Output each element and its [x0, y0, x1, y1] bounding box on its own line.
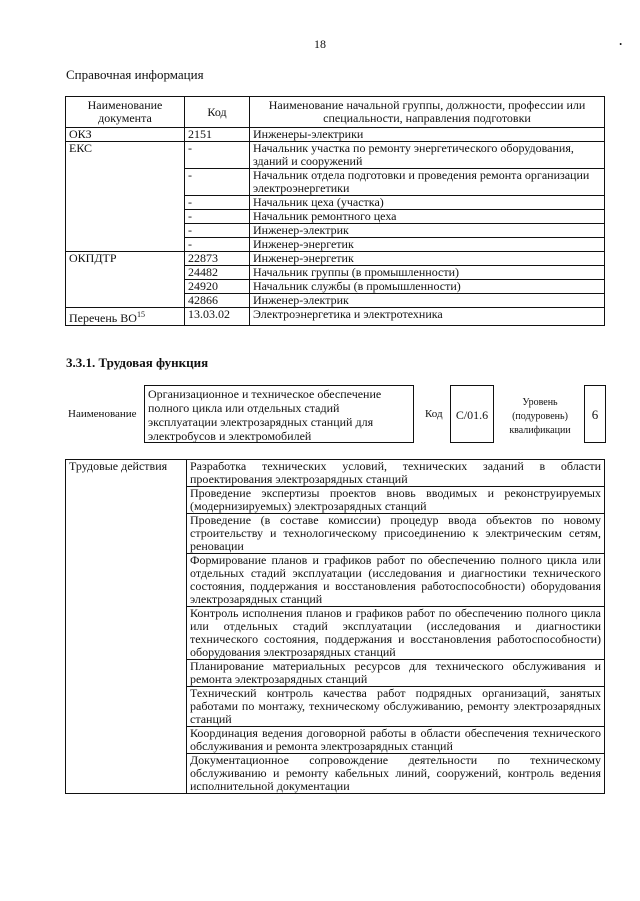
cell-name: Инженер-электрик [250, 224, 605, 238]
cell-doc: ОКЗ [66, 128, 185, 142]
cell-code: 24920 [185, 280, 250, 294]
cell-code: - [185, 142, 250, 169]
cell-name: Начальник участка по ремонту энергетического оборудования, зданий и сооружений [250, 142, 605, 169]
table-row [66, 142, 605, 169]
function-name: Организационное и техническое обеспечение полного цикла или отдельных стадий эксплуатации электрозарядных станций для электробусов и электромобилей [144, 385, 414, 443]
code-label: Код [425, 408, 443, 420]
cell-code: - [185, 224, 250, 238]
cell-code: - [185, 210, 250, 224]
function-code: C/01.6 [450, 385, 494, 443]
action-item: Формирование планов и графиков работ по обеспечению полного цикла или отдельных стадий эксплуатации (исследования и диагностики технического состояния, поддержания и восстановления работоспособности) оборудования электрозарядных станций [187, 554, 605, 607]
table-row [66, 308, 605, 326]
action-item: Координация ведения договорной работы в области обеспечения технического обслуживания и ремонта электрозарядных станций [187, 727, 605, 754]
table-row [66, 128, 605, 142]
actions-label: Трудовые действия [66, 460, 187, 794]
cell-code: - [185, 169, 250, 196]
action-item: Разработка технических условий, технических заданий в области проектирования электрозарядных станций [187, 460, 605, 487]
reference-title: Справочная информация [66, 67, 204, 82]
cell-name: Электроэнергетика и электротехника [250, 308, 605, 326]
name-label: Наименование [68, 408, 137, 420]
cell-name: Инженер-энергетик [250, 238, 605, 252]
cell-name: Инженер-энергетик [250, 252, 605, 266]
cell-doc: ЕКС [66, 142, 185, 252]
cell-name: Начальник отдела подготовки и проведения ремонта организации электроэнергетики [250, 169, 605, 196]
table-row [66, 252, 605, 266]
page-number: 18 [314, 37, 326, 51]
action-item: Проведение (в составе комиссии) процедур ввода объектов по новому строительству и технологическому присоединению к электрическим сетям, реновации [187, 514, 605, 554]
function-title: 3.3.1. Трудовая функция [66, 355, 209, 370]
action-item: Контроль исполнения планов и графиков работ по обеспечению полного цикла или отдельных стадий эксплуатации (исследования и диагностики технического состояния, поддержания и восстановления работоспособности) оборудования электрозарядных станций [187, 607, 605, 660]
footnote-ref: 15 [136, 310, 145, 319]
cell-doc: ОКПДТР [66, 252, 185, 308]
table-row [66, 460, 605, 487]
action-item: Документационное сопровождение деятельности по техническому обслуживанию и ремонту кабельных линий, сооружений, контроль ведения исполнительной документации [187, 754, 605, 794]
action-item: Планирование материальных ресурсов для технического обслуживания и ремонта электрозарядных станций [187, 660, 605, 687]
cell-name: Начальник группы (в промышленности) [250, 266, 605, 280]
level-value: 6 [584, 385, 606, 443]
cell-code: 42866 [185, 294, 250, 308]
action-item: Технический контроль качества работ подрядных организаций, занятых работами по монтажу, техническому обслуживанию, ремонту электрозарядных станций [187, 687, 605, 727]
function-header [66, 385, 606, 445]
header-name: Наименование начальной группы, должности, профессии или специальности, направления подготовки [250, 97, 605, 128]
cell-code: 13.03.02 [185, 308, 250, 326]
header-code: Код [185, 97, 250, 128]
cell-code: - [185, 238, 250, 252]
cell-code: 2151 [185, 128, 250, 142]
cell-name: Начальник цеха (участка) [250, 196, 605, 210]
action-item: Проведение экспертизы проектов вновь вводимых и реконструируемых (модернизируемых) электрозарядных станций [187, 487, 605, 514]
cell-code: - [185, 196, 250, 210]
cell-code: 22873 [185, 252, 250, 266]
cell-name: Инженеры-электрики [250, 128, 605, 142]
reference-header-row [66, 97, 605, 128]
reference-table [65, 96, 605, 326]
header-document: Наименование документа [66, 97, 185, 128]
scan-mark: • [619, 40, 622, 49]
cell-doc [66, 308, 185, 326]
actions-table [65, 459, 605, 794]
cell-code: 24482 [185, 266, 250, 280]
cell-name: Начальник ремонтного цеха [250, 210, 605, 224]
cell-name: Инженер-электрик [250, 294, 605, 308]
doc-text: Перечень ВО [69, 311, 137, 325]
level-label: Уровень (подуровень) квалификации [509, 397, 571, 436]
cell-name: Начальник службы (в промышленности) [250, 280, 605, 294]
